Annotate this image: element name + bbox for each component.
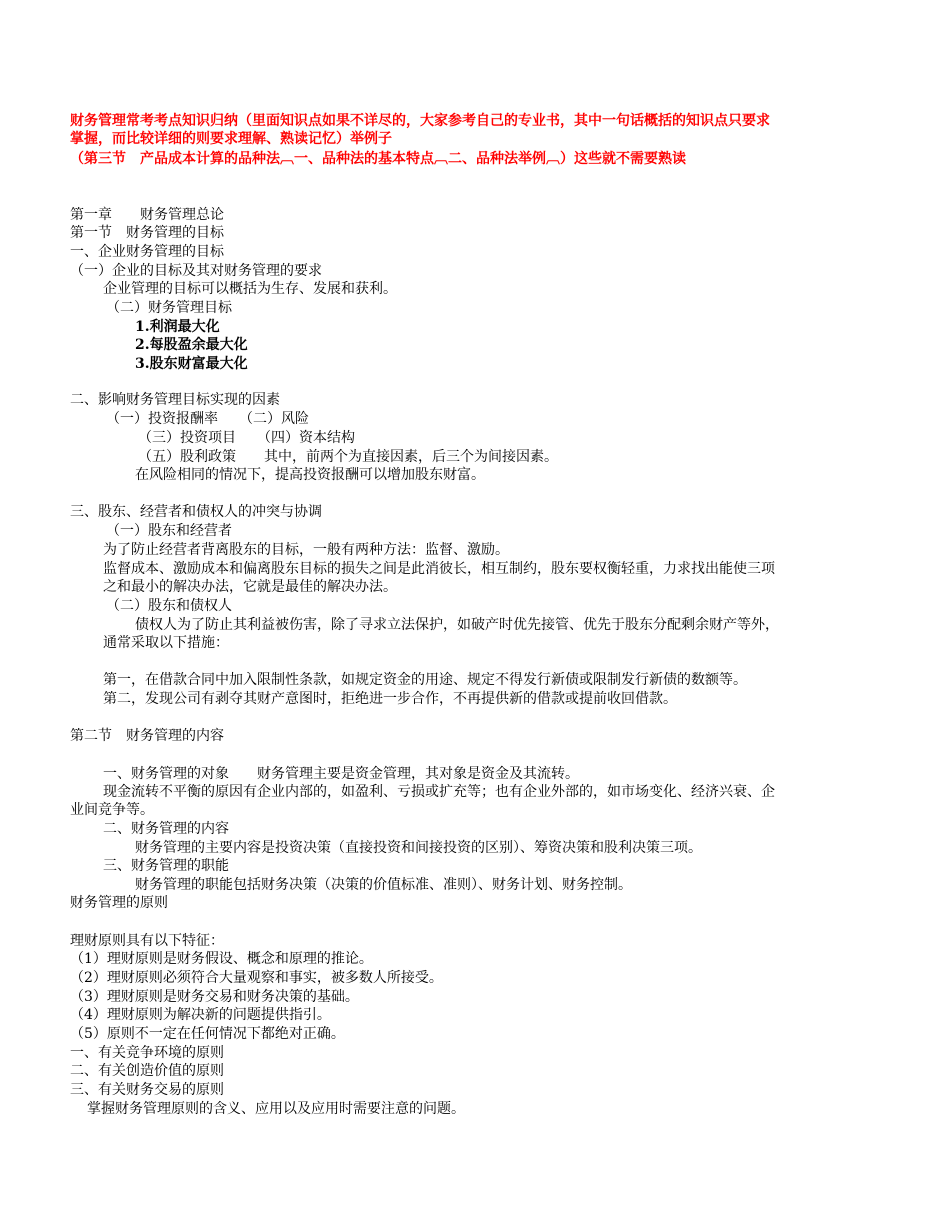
- part-2-title: 二、影响财务管理目标实现的因素: [70, 392, 280, 408]
- section-2-function-title: 三、财务管理的职能: [103, 858, 229, 874]
- principle-feature: （5）原则不一定在任何情况下都绝对正确。: [70, 1026, 345, 1042]
- section-2-content-title: 二、财务管理的内容: [103, 821, 229, 837]
- part-3-sub-1-text: 之和最小的解决办法，它就是最佳的解决办法。: [103, 579, 397, 595]
- part-1-sub-1-title: （一）企业的目标及其对财务管理的要求: [70, 263, 322, 279]
- section-2-title: 第二节 财务管理的内容: [70, 728, 224, 744]
- goal-item: 3.股东财富最大化: [135, 356, 248, 372]
- section-2-object: 一、财务管理的对象 财务管理主要是资金管理，其对象是资金及其流转。: [103, 766, 579, 782]
- principle-feature: （2）理财原则必须符合大量观察和事实，被多数人所接受。: [70, 970, 443, 986]
- principles-summary: 掌握财务管理原则的含义、应用以及应用时需要注意的问题。: [87, 1101, 465, 1117]
- part-3-title: 三、股东、经营者和债权人的冲突与协调: [70, 504, 322, 520]
- part-3-sub-1-text: 为了防止经营者背离股东的目标，一般有两种方法：监督、激励。: [103, 542, 509, 558]
- factor-row: （三）投资项目 （四）资本结构: [138, 430, 355, 446]
- part-3-sub-1-text: 监督成本、激励成本和偏离股东目标的损失之间是此消彼长，相互制约，股东要权衡轻重，力求找出能使三项: [103, 561, 775, 577]
- part-3-sub-2-title: （二）股东和债权人: [106, 598, 232, 614]
- part-3-sub-1-title: （一）股东和经营者: [106, 523, 232, 539]
- goal-item: 1.利润最大化: [135, 319, 220, 335]
- part-3-sub-2-text: 通常采取以下措施：: [103, 635, 229, 651]
- measure-item: 第一，在借款合同中加入限制性条款，如规定资金的用途、规定不得发行新债或限制发行新债的数额等。: [103, 672, 747, 688]
- section-2-content-text: 财务管理的主要内容是投资决策（直接投资和间接投资的区别）、筹资决策和股利决策三项。: [135, 840, 702, 856]
- principles-title: 财务管理的原则: [70, 895, 168, 911]
- part-1-sub-2-title: （二）财务管理目标: [106, 300, 232, 316]
- part-1-sub-1-text: 企业管理的目标可以概括为生存、发展和获利。: [103, 281, 397, 297]
- principle-category: 一、有关竞争环境的原则: [70, 1045, 224, 1061]
- factor-row: （五）股利政策 其中，前两个为直接因素，后三个为间接因素。: [138, 449, 558, 465]
- section-2-cash-text: 现金流转不平衡的原因有企业内部的，如盈利、亏损或扩充等；也有企业外部的，如市场变化、经济兴衰、企: [103, 784, 775, 800]
- part-1-title: 一、企业财务管理的目标: [70, 244, 224, 260]
- chapter-title: 第一章 财务管理总论: [70, 207, 224, 223]
- factor-note: 在风险相同的情况下，提高投资报酬可以增加股东财富。: [135, 467, 485, 483]
- principle-feature: （1）理财原则是财务假设、概念和原理的推论。: [70, 951, 373, 967]
- goal-item: 2.每股盈余最大化: [135, 337, 248, 353]
- part-3-sub-2-text: 债权人为了防止其利益被伤害，除了寻求立法保护，如破产时优先接管、优先于股东分配剩余财产等外，: [135, 617, 779, 633]
- section-2-cash-text: 业间竞争等。: [70, 802, 154, 818]
- note-line-3: （第三节 产品成本计算的品种法︹一、品种法的基本特点︹二、品种法举例︹）这些就不需要熟读: [70, 151, 686, 167]
- note-line-1: 财务管理常考考点知识归纳（里面知识点如果不详尽的，大家参考自己的专业书，其中一句话概括的知识点只要求: [70, 113, 770, 129]
- principle-feature: （4）理财原则为解决新的问题提供指引。: [70, 1007, 331, 1023]
- principle-category: 二、有关创造价值的原则: [70, 1063, 224, 1079]
- factor-row: （一）投资报酬率 （二）风险: [106, 411, 309, 427]
- measure-item: 第二，发现公司有剥夺其财产意图时，拒绝进一步合作，不再提供新的借款或提前收回借款。: [103, 691, 677, 707]
- principle-feature: （3）理财原则是财务交易和财务决策的基础。: [70, 989, 359, 1005]
- note-line-2: 掌握，而比较详细的则要求理解、熟读记忆）举例子: [70, 131, 392, 147]
- principle-category: 三、有关财务交易的原则: [70, 1082, 224, 1098]
- section-1-title: 第一节 财务管理的目标: [70, 225, 224, 241]
- principles-intro: 理财原则具有以下特征：: [70, 933, 224, 949]
- section-2-function-text: 财务管理的职能包括财务决策（决策的价值标准、准则）、财务计划、财务控制。: [135, 877, 632, 893]
